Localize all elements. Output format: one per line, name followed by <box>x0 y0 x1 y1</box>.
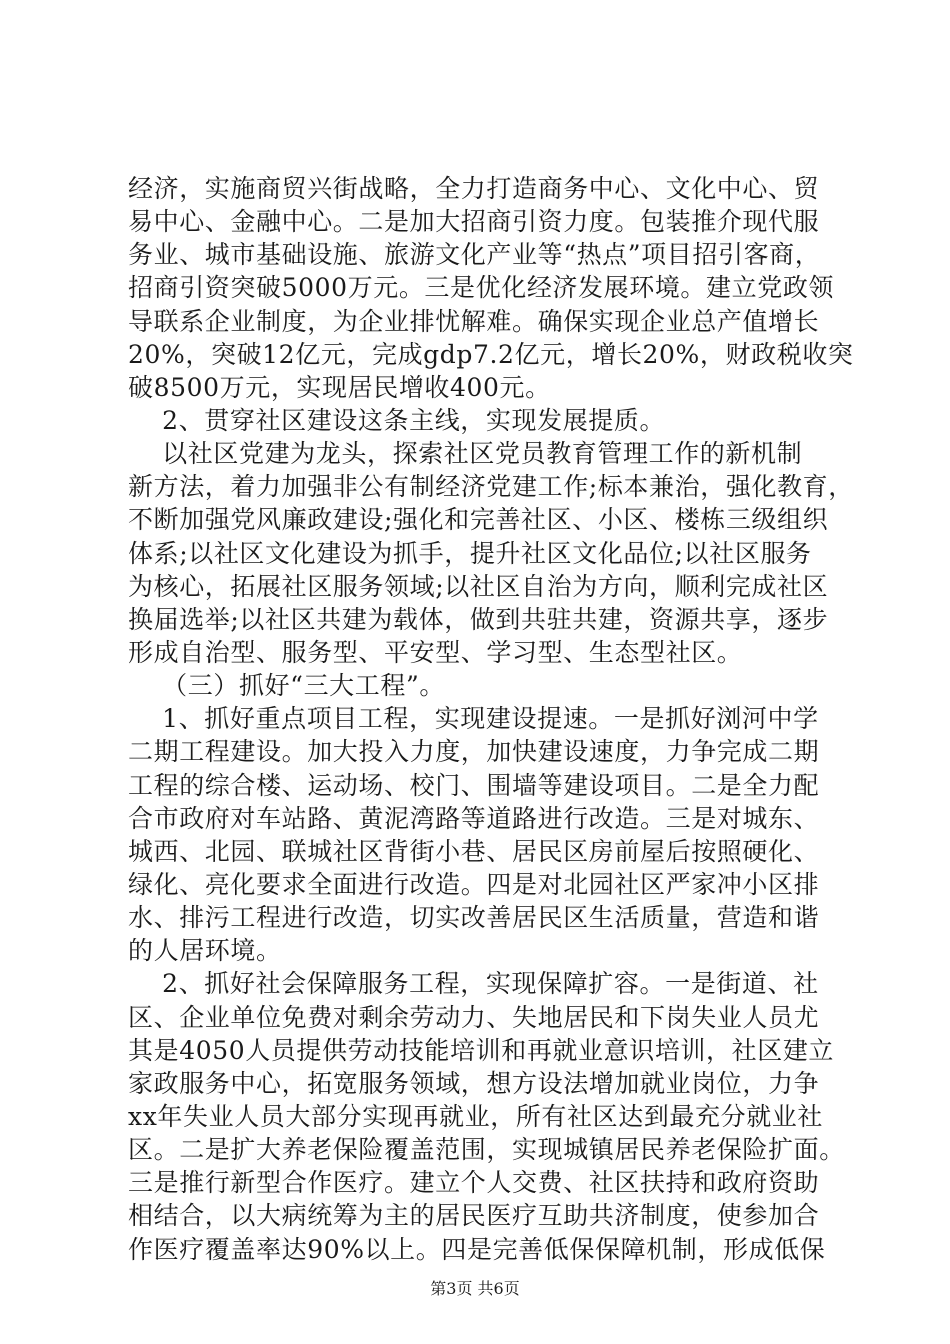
text-line: （三）抓好“三大工程”。 <box>128 671 445 701</box>
text-line: 区。二是扩大养老保险覆盖范围，实现城镇居民养老保险扩面。 <box>128 1135 845 1165</box>
text-line: 家政服务中心，拓宽服务领域，想方设法增加就业岗位，力争 <box>128 1068 820 1098</box>
text-line: xx年失业人员大部分实现再就业，所有社区达到最充分就业社 <box>128 1101 824 1131</box>
text-line: 相结合，以大病统筹为主的居民医疗互助共济制度，使参加合 <box>128 1201 820 1231</box>
text-line: 2、抓好社会保障服务工程，实现保障扩容。一是街道、社 <box>128 969 819 999</box>
text-line: 合市政府对车站路、黄泥湾路等道路进行改造。三是对城东、 <box>128 803 820 833</box>
text-line: 新方法，着力加强非公有制经济党建工作;标本兼治，强化教育， <box>128 472 854 502</box>
text-line: 2、贯穿社区建设这条主线，实现发展提质。 <box>128 405 666 435</box>
text-line: 形成自治型、服务型、平安型、学习型、生态型社区。 <box>128 637 743 667</box>
text-line: 招商引资突破5000万元。三是优化经济发展环境。建立党政领 <box>128 273 835 303</box>
page-number: 第3页 共6页 <box>430 1279 520 1298</box>
text-line: 区、企业单位免费对剩余劳动力、失地居民和下岗失业人员尤 <box>128 1002 820 1032</box>
text-line: 水、排污工程进行改造，切实改善居民区生活质量，营造和谐 <box>128 903 820 933</box>
text-line: 不断加强党风廉政建设;强化和完善社区、小区、楼栋三级组织 <box>128 505 829 535</box>
body-text <box>128 172 854 1266</box>
text-line: 20%，突破12亿元，完成gdp7.2亿元，增长20%，财政税收突 <box>128 339 854 369</box>
text-line: 导联系企业制度，为企业排忧解难。确保实现企业总产值增长 <box>128 306 820 336</box>
text-line: 体系;以社区文化建设为抓手，提升社区文化品位;以社区服务 <box>128 538 812 568</box>
text-line: 易中心、金融中心。二是加大招商引资力度。包装推介现代服 <box>128 207 820 237</box>
text-line: 破8500万元，实现居民增收400元。 <box>128 372 551 402</box>
text-line: 以社区党建为龙头，探索社区党员教育管理工作的新机制 <box>128 439 803 469</box>
text-line: 工程的综合楼、运动场、校门、围墙等建设项目。二是全力配 <box>128 770 820 800</box>
text-line: 的人居环境。 <box>128 936 282 966</box>
text-line: 务业、城市基础设施、旅游文化产业等“热点”项目招引客商， <box>128 240 821 270</box>
text-line: 绿化、亮化要求全面进行改造。四是对北园社区严家冲小区排 <box>128 869 820 899</box>
text-line: 经济，实施商贸兴街战略，全力打造商务中心、文化中心、贸 <box>128 174 820 203</box>
text-line: 城西、北园、联城社区背街小巷、居民区房前屋后按照硬化、 <box>128 836 820 866</box>
text-line: 换届选举;以社区共建为载体，做到共驻共建，资源共享，逐步 <box>128 604 829 634</box>
text-line: 1、抓好重点项目工程，实现建设提速。一是抓好浏河中学 <box>128 704 819 734</box>
text-line: 三是推行新型合作医疗。建立个人交费、社区扶持和政府资助 <box>128 1168 820 1198</box>
text-line: 为核心，拓展社区服务领域;以社区自治为方向，顺利完成社区 <box>128 571 829 601</box>
text-line: 其是4050人员提供劳动技能培训和再就业意识培训，社区建立 <box>128 1035 835 1065</box>
text-line: 二期工程建设。加大投入力度，加快建设速度，力争完成二期 <box>128 737 820 767</box>
text-line: 作医疗覆盖率达90%以上。四是完善低保保障机制，形成低保 <box>128 1234 826 1264</box>
